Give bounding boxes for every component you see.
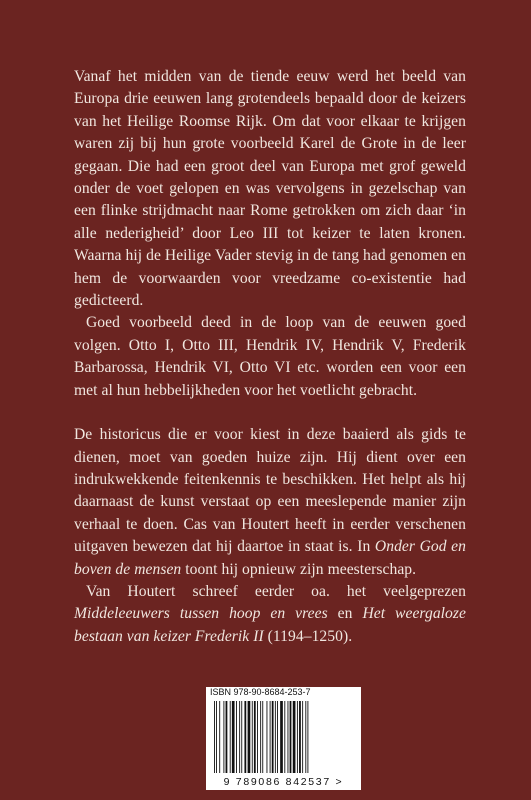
p3-text: De historicus die er voor kiest in deze baaierd als gids te dienen, moet van goeden huize zijn. Hij dient over een indrukwekkende feitenkennis te beschikken. Het helpt als hij daarnaast de kunst verstaat op een meeslepende manier zijn verhaal te doen. Cas van Houtert heeft in eerder verschenen uitgaven bewezen dat hij daartoe in staat is. In: [74, 426, 466, 556]
paragraph-spacer: [74, 402, 466, 424]
p4-mid-text: en: [337, 605, 353, 623]
blurb-paragraph-2: Goed voorbeeld deed in de loop van de eeuwen goed volgen. Otto I, Otto III, Hendrik IV, Hendrik V, Frederik Barbarossa, Hendrik VI, Otto VI etc. worden een voor een met al hun hebbelijkheden voor het voetlicht gebracht.: [74, 314, 466, 399]
barcode-bar: [232, 701, 235, 773]
blurb-paragraph-3: [74, 424, 466, 581]
barcode-bar: [299, 701, 301, 773]
barcode-bar: [230, 701, 231, 773]
barcode-bar: [275, 701, 276, 773]
barcode-bar: [305, 701, 306, 773]
barcode-bar: [277, 701, 278, 773]
barcode-bar: [288, 701, 289, 773]
barcode-bar: [223, 701, 224, 773]
barcode-bar: [248, 701, 251, 773]
back-cover-text: [74, 66, 466, 648]
previous-title-1: Middeleeuwers tussen hoop en vrees: [74, 605, 328, 623]
barcode-bar: [254, 701, 256, 773]
blurb-paragraph-1: Vanaf het midden van de tiende eeuw werd het beeld van Europa drie eeuwen lang grotendeels bepaald door de keizers van het Heilige Roomse Rijk. Om dat voor elkaar te krijgen waren zij bij hun grote voorbeeld Karel de Grote in de leer gegaan. Die had een groot deel van Europa met grof geweld onder de voet gelopen en was vervolgens in gezelschap van een flinke strijdmacht naar Rome getrokken om zich daar ‘in alle nederigheid’ door Leo III tot keizer te laten kronen. Waarna hij de Heilige Vader stevig in de tang had genomen en hem de voorwaarden voor vreedzame co-existentie had gedicteerd.: [74, 68, 466, 310]
barcode-bar: [267, 701, 268, 773]
previous-title-2: Het weergaloze bestaan van keizer Frederik II: [74, 605, 466, 645]
book-title: Onder God en boven de mensen: [74, 538, 466, 578]
barcode-bar: [260, 701, 261, 773]
p4-end-text: (1194–1250).: [267, 627, 353, 645]
barcode-bar: [216, 701, 217, 773]
barcode-bar: [214, 701, 215, 773]
barcode-bar: [226, 701, 228, 773]
barcode-bar: [302, 701, 303, 773]
barcode-bar: [307, 701, 308, 773]
blurb-paragraph-4: [74, 581, 466, 648]
barcode-bar: [239, 701, 240, 773]
p3-end-text: toont hij opnieuw zijn meesterschap.: [185, 560, 417, 578]
barcode-bar: [219, 701, 220, 773]
barcode-bar: [280, 701, 283, 773]
barcode-bar: [293, 701, 296, 773]
barcode-bar: [236, 701, 237, 773]
barcode-bar: [284, 701, 285, 773]
barcode-bar: [244, 701, 246, 773]
barcode-bar: [297, 701, 298, 773]
isbn-barcode: [206, 687, 361, 790]
barcode-bar: [252, 701, 253, 773]
barcode-bar: [272, 701, 274, 773]
barcode-digits: 9 789086 842537 >: [223, 776, 344, 788]
barcode-bars: [214, 701, 354, 773]
barcode-area: [206, 698, 361, 790]
barcode-bar: [257, 701, 258, 773]
p4-start-text: Van Houtert schreef eerder oa. het veelgeprezen: [86, 582, 466, 600]
barcode-bar: [290, 701, 292, 773]
barcode-bar: [262, 701, 263, 773]
barcode-bar: [270, 701, 271, 773]
isbn-label: ISBN 978-90-8684-253-7: [206, 687, 361, 698]
barcode-bar: [241, 701, 242, 773]
